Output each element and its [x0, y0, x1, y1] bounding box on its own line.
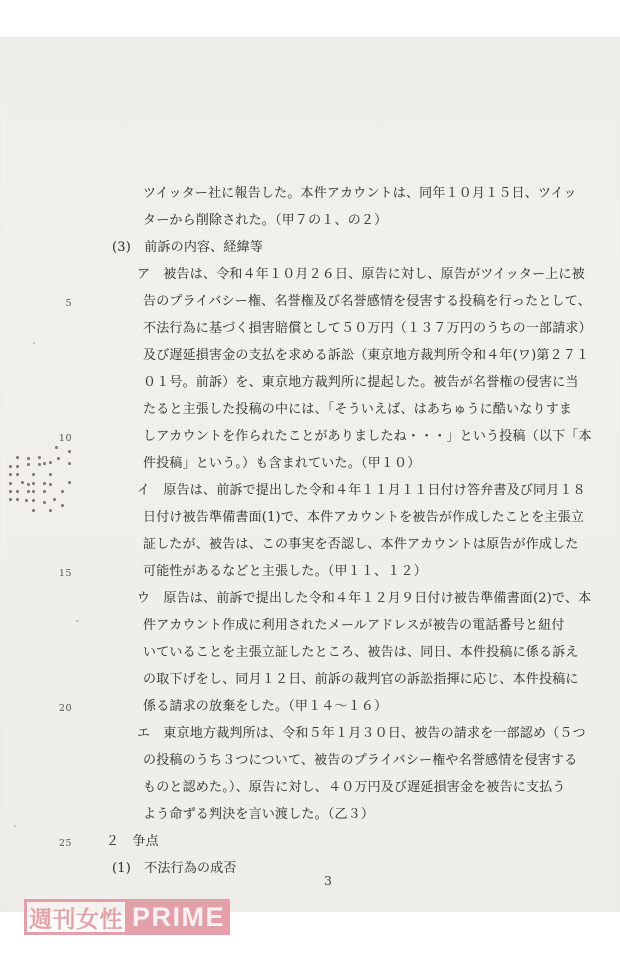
margin-line-number: 25: [58, 838, 72, 849]
seal-dot: [49, 473, 52, 476]
document-line: ものと認めた。）、原告に対し、４０万円及び遅延損害金を被告に支払う: [143, 780, 566, 795]
margin-line-number: 15: [58, 568, 72, 579]
document-line: しアカウントを作られたことがありましたね・・・」という投稿（以下「本: [143, 429, 592, 444]
document-line: ツイッター社に報告した。本件アカウントは、同年１０月１５日、ツイッ: [143, 186, 577, 201]
seal-dot: [9, 490, 12, 493]
document-line: の投稿のうち３つについて、被告のプライバシー権や名誉感情を侵害する: [143, 753, 578, 768]
document-line: ターから削除された。（甲７の１、の２）: [143, 213, 388, 228]
seal-dot: [9, 498, 12, 501]
seal-dot: [43, 462, 46, 465]
seal-dot: [32, 473, 35, 476]
margin-line-number: 5: [65, 298, 72, 309]
watermark-boxed-text: 週刊女性: [24, 899, 128, 935]
watermark-plain-text: PRIME: [128, 899, 230, 935]
seal-dot: [9, 473, 12, 476]
document-line: 日付け被告準備書面(1)で、本件アカウントを被告が作成したことを主張立: [143, 510, 585, 525]
document-line: エ 東京地方裁判所は、令和５年１月３０日、被告の請求を一部認め（５つ: [137, 726, 586, 741]
scan-speck: [76, 620, 79, 622]
seal-dot: [9, 482, 12, 485]
scanned-paper: [0, 37, 620, 932]
margin-line-number: 10: [58, 433, 72, 444]
seal-dot: [68, 481, 71, 484]
seal-dot: [27, 463, 30, 466]
document-line: ア 被告は、令和４年１０月２６日、原告に対し、原告がツイッター上に被: [137, 267, 585, 282]
seal-dot: [27, 490, 30, 493]
seal-dot: [49, 461, 52, 464]
document-line: ウ 原告は、前訴で提出した令和４年１２月９日付け被告準備書面(2)で、本: [137, 591, 592, 606]
seal-dot: [16, 465, 19, 468]
seal-dot: [61, 504, 64, 507]
seal-dot: [25, 499, 28, 502]
seal-dot: [61, 490, 64, 493]
document-line: 不法行為に基づく損害賠償として５０万円（１３７万円のうちの一部請求）: [143, 321, 592, 336]
document-line: たると主張した投稿の中には、「そういえば、はあちゅうに酷いなりすま: [143, 402, 573, 417]
seal-dot: [43, 501, 46, 504]
seal-dot: [68, 462, 71, 465]
margin-line-number: 20: [58, 703, 72, 714]
seal-dot: [32, 499, 35, 502]
document-line: 及び遅延損害金の支払を求める訴訟（東京地方裁判所令和４年(ワ)第２７１: [143, 348, 590, 363]
document-line: ２ 争点: [106, 834, 159, 849]
document-line: 可能性があるなどと主張した。（甲１１、１２）: [143, 564, 427, 579]
seal-dot: [32, 482, 35, 485]
seal-dot: [32, 509, 35, 512]
seal-dot: [43, 482, 46, 485]
scan-speck: [33, 342, 35, 344]
document-line: の取下げをし、同月１２日、前訴の裁判官の訴訟指揮に応じ、本件投稿に: [143, 672, 579, 687]
document-line: 係る請求の放棄をした。（甲１４～１６）: [143, 699, 388, 714]
document-line: 件投稿」という。）も含まれていた。（甲１０）: [143, 456, 421, 471]
document-line: 証したが、被告は、この事実を否認し、本件アカウントは原告が作成した: [143, 537, 579, 552]
document-line: (1) 不法行為の成否: [112, 861, 237, 876]
seal-dot: [9, 465, 12, 468]
seal-dot: [21, 481, 24, 484]
document-line: (3) 前訴の内容、経緯等: [112, 240, 264, 255]
page-number: 3: [324, 873, 332, 888]
seal-dot: [16, 490, 19, 493]
document-line: 件アカウント作成に利用されたメールアドレスが被告の電話番号と紐付: [143, 618, 565, 633]
seal-dot: [68, 450, 71, 453]
seal-dot: [38, 463, 41, 466]
document-line: 告のプライバシー権、名誉権及び名誉感情を侵害する投稿を行ったとして、: [143, 294, 591, 309]
seal-dot: [38, 456, 41, 459]
seal-dot: [32, 490, 35, 493]
scan-speck: [14, 825, 16, 827]
seal-dot: [43, 490, 46, 493]
document-line: いていることを主張立証したところ、被告は、同日、本件投稿に係る訴え: [143, 645, 579, 660]
document-line: イ 原告は、前訴で提出した令和４年１１月１１日付け答弁書及び同月１８: [137, 483, 586, 498]
seal-dot: [16, 473, 19, 476]
watermark-logo: [24, 899, 230, 935]
seal-dot: [49, 509, 52, 512]
seal-dot: [57, 457, 60, 460]
seal-dot: [49, 483, 52, 486]
seal-dot: [55, 446, 58, 449]
seal-dot: [53, 498, 56, 501]
seal-dot: [27, 457, 30, 460]
seal-dot: [16, 498, 19, 501]
document-line: よう命ずる判決を言い渡した。（乙３）: [143, 807, 375, 822]
seal-dot: [27, 483, 30, 486]
seal-dot: [16, 456, 19, 459]
document-line: ０１号。前訴）を、東京地方裁判所に提起した。被告が名誉権の侵害に当: [143, 375, 579, 390]
